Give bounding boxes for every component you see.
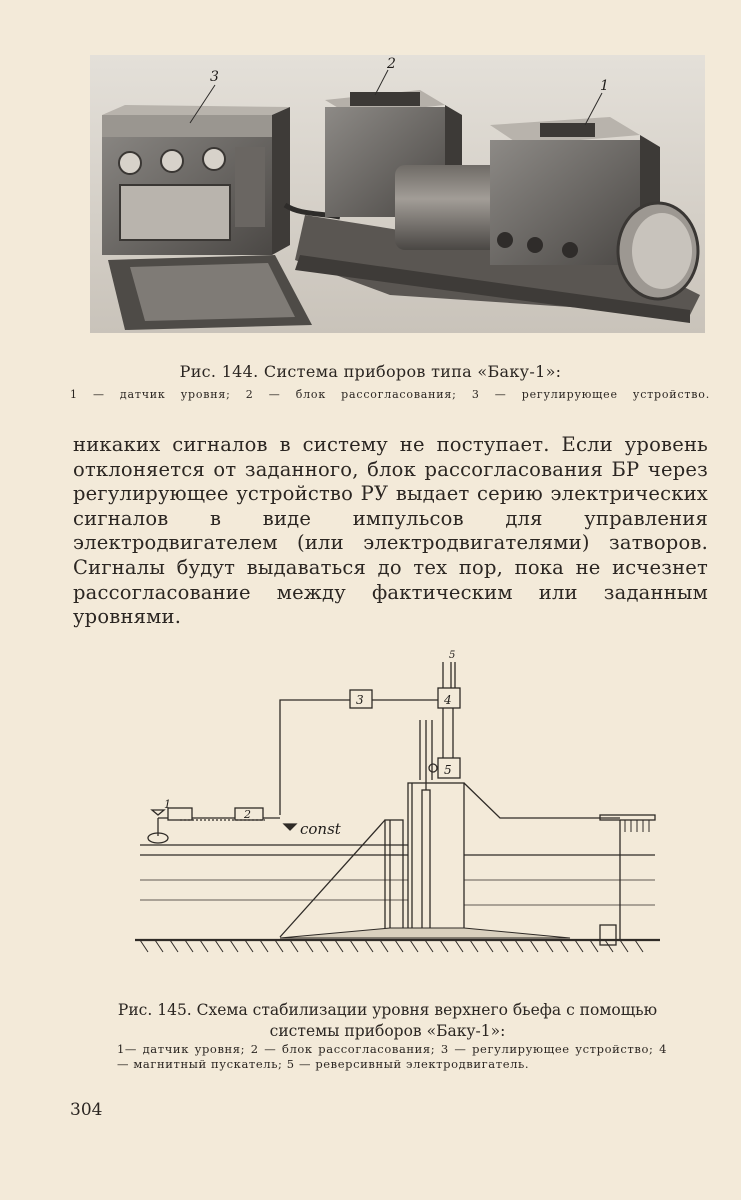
callout-2: 2 (387, 56, 396, 72)
label-1: 1 (164, 798, 171, 811)
body-paragraph: никаких сигналов в систему не поступает. Если уровень отклоняется от заданного, блок рассогласования БР через регулирующее устройство РУ выдает серию электрических сигналов в виде импульсов для управления электродвигателем (или электродвигателями) затворов. Сигналы будут выдаваться до тех пор, пока не исчезнет рассогласование между фактическим или заданным уровнями. (73, 433, 708, 629)
level-stabilization-schematic (120, 640, 665, 980)
callout-1: 1 (600, 78, 609, 94)
figure-145-caption-title: Рис. 145. Схема стабилизации уровня верхнего бьефа с помощью системы приборов «Баку-1»: (117, 1001, 658, 1040)
callout-3: 3 (210, 69, 219, 85)
label-2: 2 (244, 808, 251, 821)
label-3: 3 (356, 693, 364, 707)
figure-144-caption-title: Рис. 144. Система приборов типа «Баку-1»: (179, 362, 562, 381)
equipment-photo-illustration (90, 55, 705, 333)
page-number: 304 (70, 1100, 103, 1120)
label-5: 5 (444, 763, 452, 777)
label-const: const (300, 820, 341, 838)
label-4: 4 (444, 693, 452, 707)
label-5-top: 5 (449, 650, 456, 661)
figure-145-diagram (120, 640, 665, 980)
figure-144-photo (90, 55, 705, 333)
figure-145-caption-legend: 1— датчик уровня; 2 — блок рассогласования; 3 — регулирующее устройство; 4 — магнитный пускатель; 5 — реверсивный электродвигатель. (117, 1042, 667, 1071)
figure-144-caption-legend: 1 — датчик уровня; 2 — блок рассогласования; 3 — регулирующее устройство. (70, 388, 710, 401)
